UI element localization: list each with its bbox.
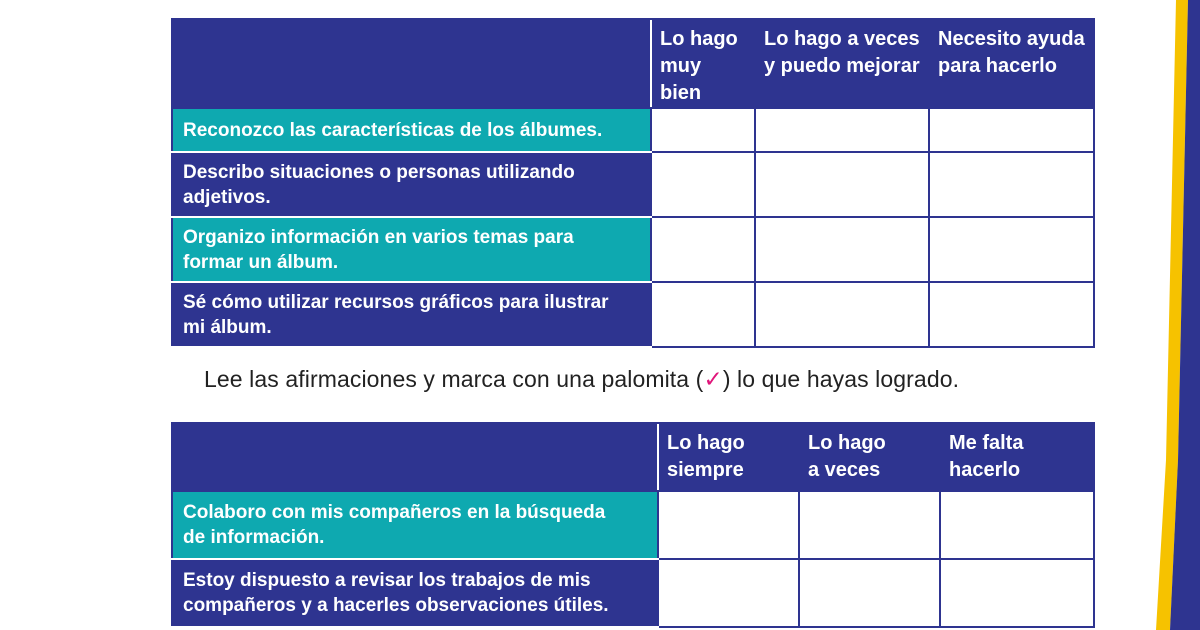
checkbox-cell[interactable] (929, 152, 1094, 217)
checkbox-cell[interactable] (651, 108, 755, 152)
table-row (172, 491, 1094, 559)
column-header-always: Lo hago siempre (658, 423, 799, 491)
column-header-still-to-do: Me falta hacerlo (940, 423, 1094, 491)
checkbox-cell[interactable] (929, 108, 1094, 152)
instruction-text: Lee las afirmaciones y marca con una palomita (✓) lo que hayas logrado. (204, 366, 960, 392)
checkbox-cell[interactable] (658, 491, 799, 559)
checkmark-icon: ✓ (703, 366, 723, 392)
checkbox-cell[interactable] (755, 282, 929, 347)
self-evaluation-table-1 (171, 18, 1095, 348)
statement-cell: Colaboro con mis compañeros en la búsqueda de información. (172, 491, 658, 559)
checkbox-cell[interactable] (940, 559, 1094, 627)
statement-cell: Organizo información en varios temas para formar un álbum. (172, 217, 651, 282)
table-row (172, 152, 1094, 217)
checkbox-cell[interactable] (651, 282, 755, 347)
column-header-sometimes-improve: Lo hago a veces y puedo mejorar (755, 19, 929, 108)
checkbox-cell[interactable] (755, 217, 929, 282)
checkbox-cell[interactable] (929, 282, 1094, 347)
header-corner (172, 19, 651, 108)
checkbox-cell[interactable] (651, 152, 755, 217)
table-row (172, 108, 1094, 152)
column-header-very-well: Lo hago muy bien (651, 19, 755, 108)
table-row (172, 559, 1094, 627)
checkbox-cell[interactable] (929, 217, 1094, 282)
column-header-sometimes: Lo hago a veces (799, 423, 940, 491)
statement-cell: Estoy dispuesto a revisar los trabajos de mis compañeros y a hacerles observaciones útiles. (172, 559, 658, 627)
statement-cell: Sé cómo utilizar recursos gráficos para ilustrar mi álbum. (172, 282, 651, 347)
statement-cell: Describo situaciones o personas utilizando adjetivos. (172, 152, 651, 217)
column-header-need-help: Necesito ayuda para hacerlo (929, 19, 1094, 108)
table-row (172, 217, 1094, 282)
statement-cell: Reconozco las características de los álbumes. (172, 108, 651, 152)
checkbox-cell[interactable] (651, 217, 755, 282)
checkbox-cell[interactable] (755, 108, 929, 152)
table-header-row (172, 19, 1094, 108)
checkbox-cell[interactable] (940, 491, 1094, 559)
table-row (172, 282, 1094, 347)
checkbox-cell[interactable] (799, 559, 940, 627)
self-evaluation-table-2 (171, 422, 1095, 628)
checkbox-cell[interactable] (755, 152, 929, 217)
page-edge-decoration (1154, 0, 1200, 630)
table-header-row (172, 423, 1094, 491)
checkbox-cell[interactable] (658, 559, 799, 627)
checkbox-cell[interactable] (799, 491, 940, 559)
header-corner (172, 423, 658, 491)
